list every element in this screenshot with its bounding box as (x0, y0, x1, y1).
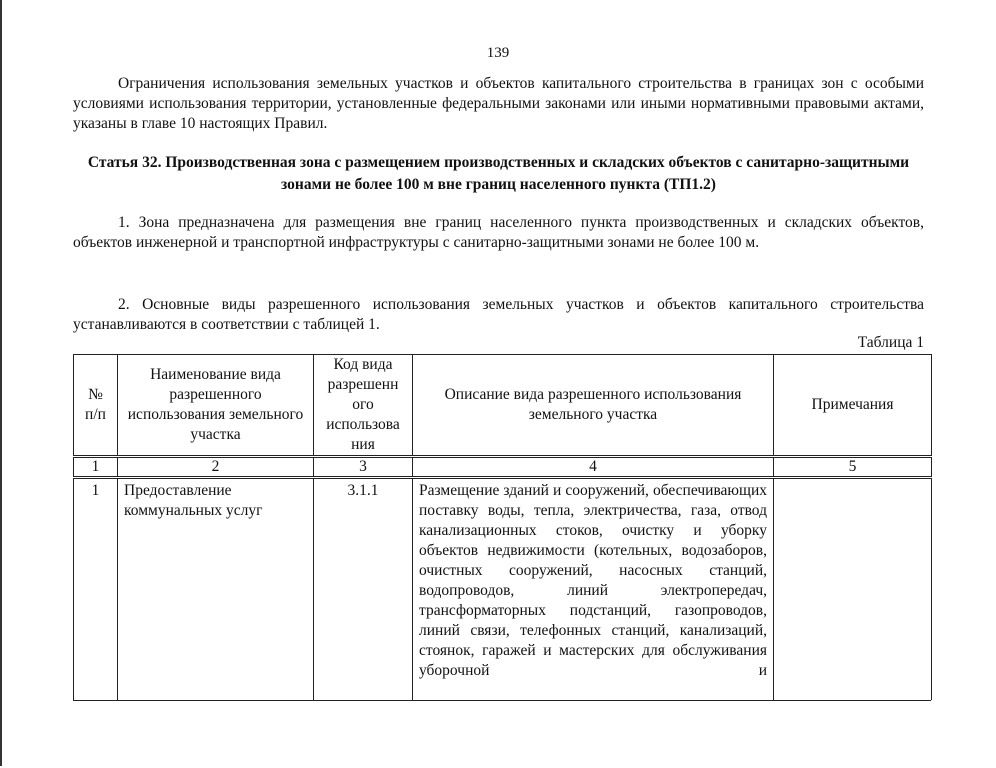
column-number: 3 (314, 457, 413, 478)
land-use-table (73, 354, 932, 700)
table-header-row (74, 355, 932, 457)
header-code: Код вида разрешенн ого использова ния (314, 355, 413, 457)
page-number: 139 (486, 45, 510, 61)
column-number-row (74, 457, 932, 478)
column-number: 5 (774, 457, 932, 478)
row-name: Предоставление коммунальных услуг (118, 478, 314, 701)
paragraph-1: 1. Зона предназначена для размещения вне границ населенного пункта производственных и складских объектов, объектов инженерной и транспортной инфраструктуры с санитарно-защитными зонами не более 100 м. (73, 214, 924, 251)
paragraph-2: 2. Основные виды разрешенного использования земельных участков и объектов капитального строительства устанавливаются в соответствии с таблицей 1. (73, 296, 924, 333)
row-notes (774, 478, 932, 701)
table-bottom-rule (73, 700, 931, 701)
row-description: Размещение зданий и сооружений, обеспечивающих поставку воды, тепла, электричества, газа, отвод канализационных стоков, очистку и уборку объектов недвижимости (котельных, водозаборов, очистных сооружений, насосных станций, водопроводов, линий электропередач, трансформаторных подстанций, газопроводов, линий связи, телефонных станций, канализаций, стоянок, гаражей и мастерских для обслуживания уборочной и (413, 478, 774, 701)
table-row (74, 478, 932, 701)
header-notes: Примечания (774, 355, 932, 457)
article-heading: Статья 32. Производственная зона с размещением производственных и складских объектов с санитарно-защитными зонами не более 100 м вне границ населенного пункта (ТП1.2) (87, 154, 910, 193)
row-code: 3.1.1 (314, 478, 413, 701)
intro-paragraph: Ограничения использования земельных участков и объектов капитального строительства в границах зон с особыми условиями использования территории, установленные федеральными законами или иными нормативными правовыми актами, указаны в главе 10 настоящих Правил. (73, 75, 924, 132)
row-num: 1 (74, 478, 118, 701)
column-number: 1 (74, 457, 118, 478)
header-description: Описание вида разрешенного использования земельного участка (413, 355, 774, 457)
column-number: 2 (118, 457, 314, 478)
header-name: Наименование вида разрешенного использования земельного участка (118, 355, 314, 457)
column-number: 4 (413, 457, 774, 478)
table-caption: Таблица 1 (857, 334, 924, 351)
header-num: № п/п (74, 355, 118, 457)
